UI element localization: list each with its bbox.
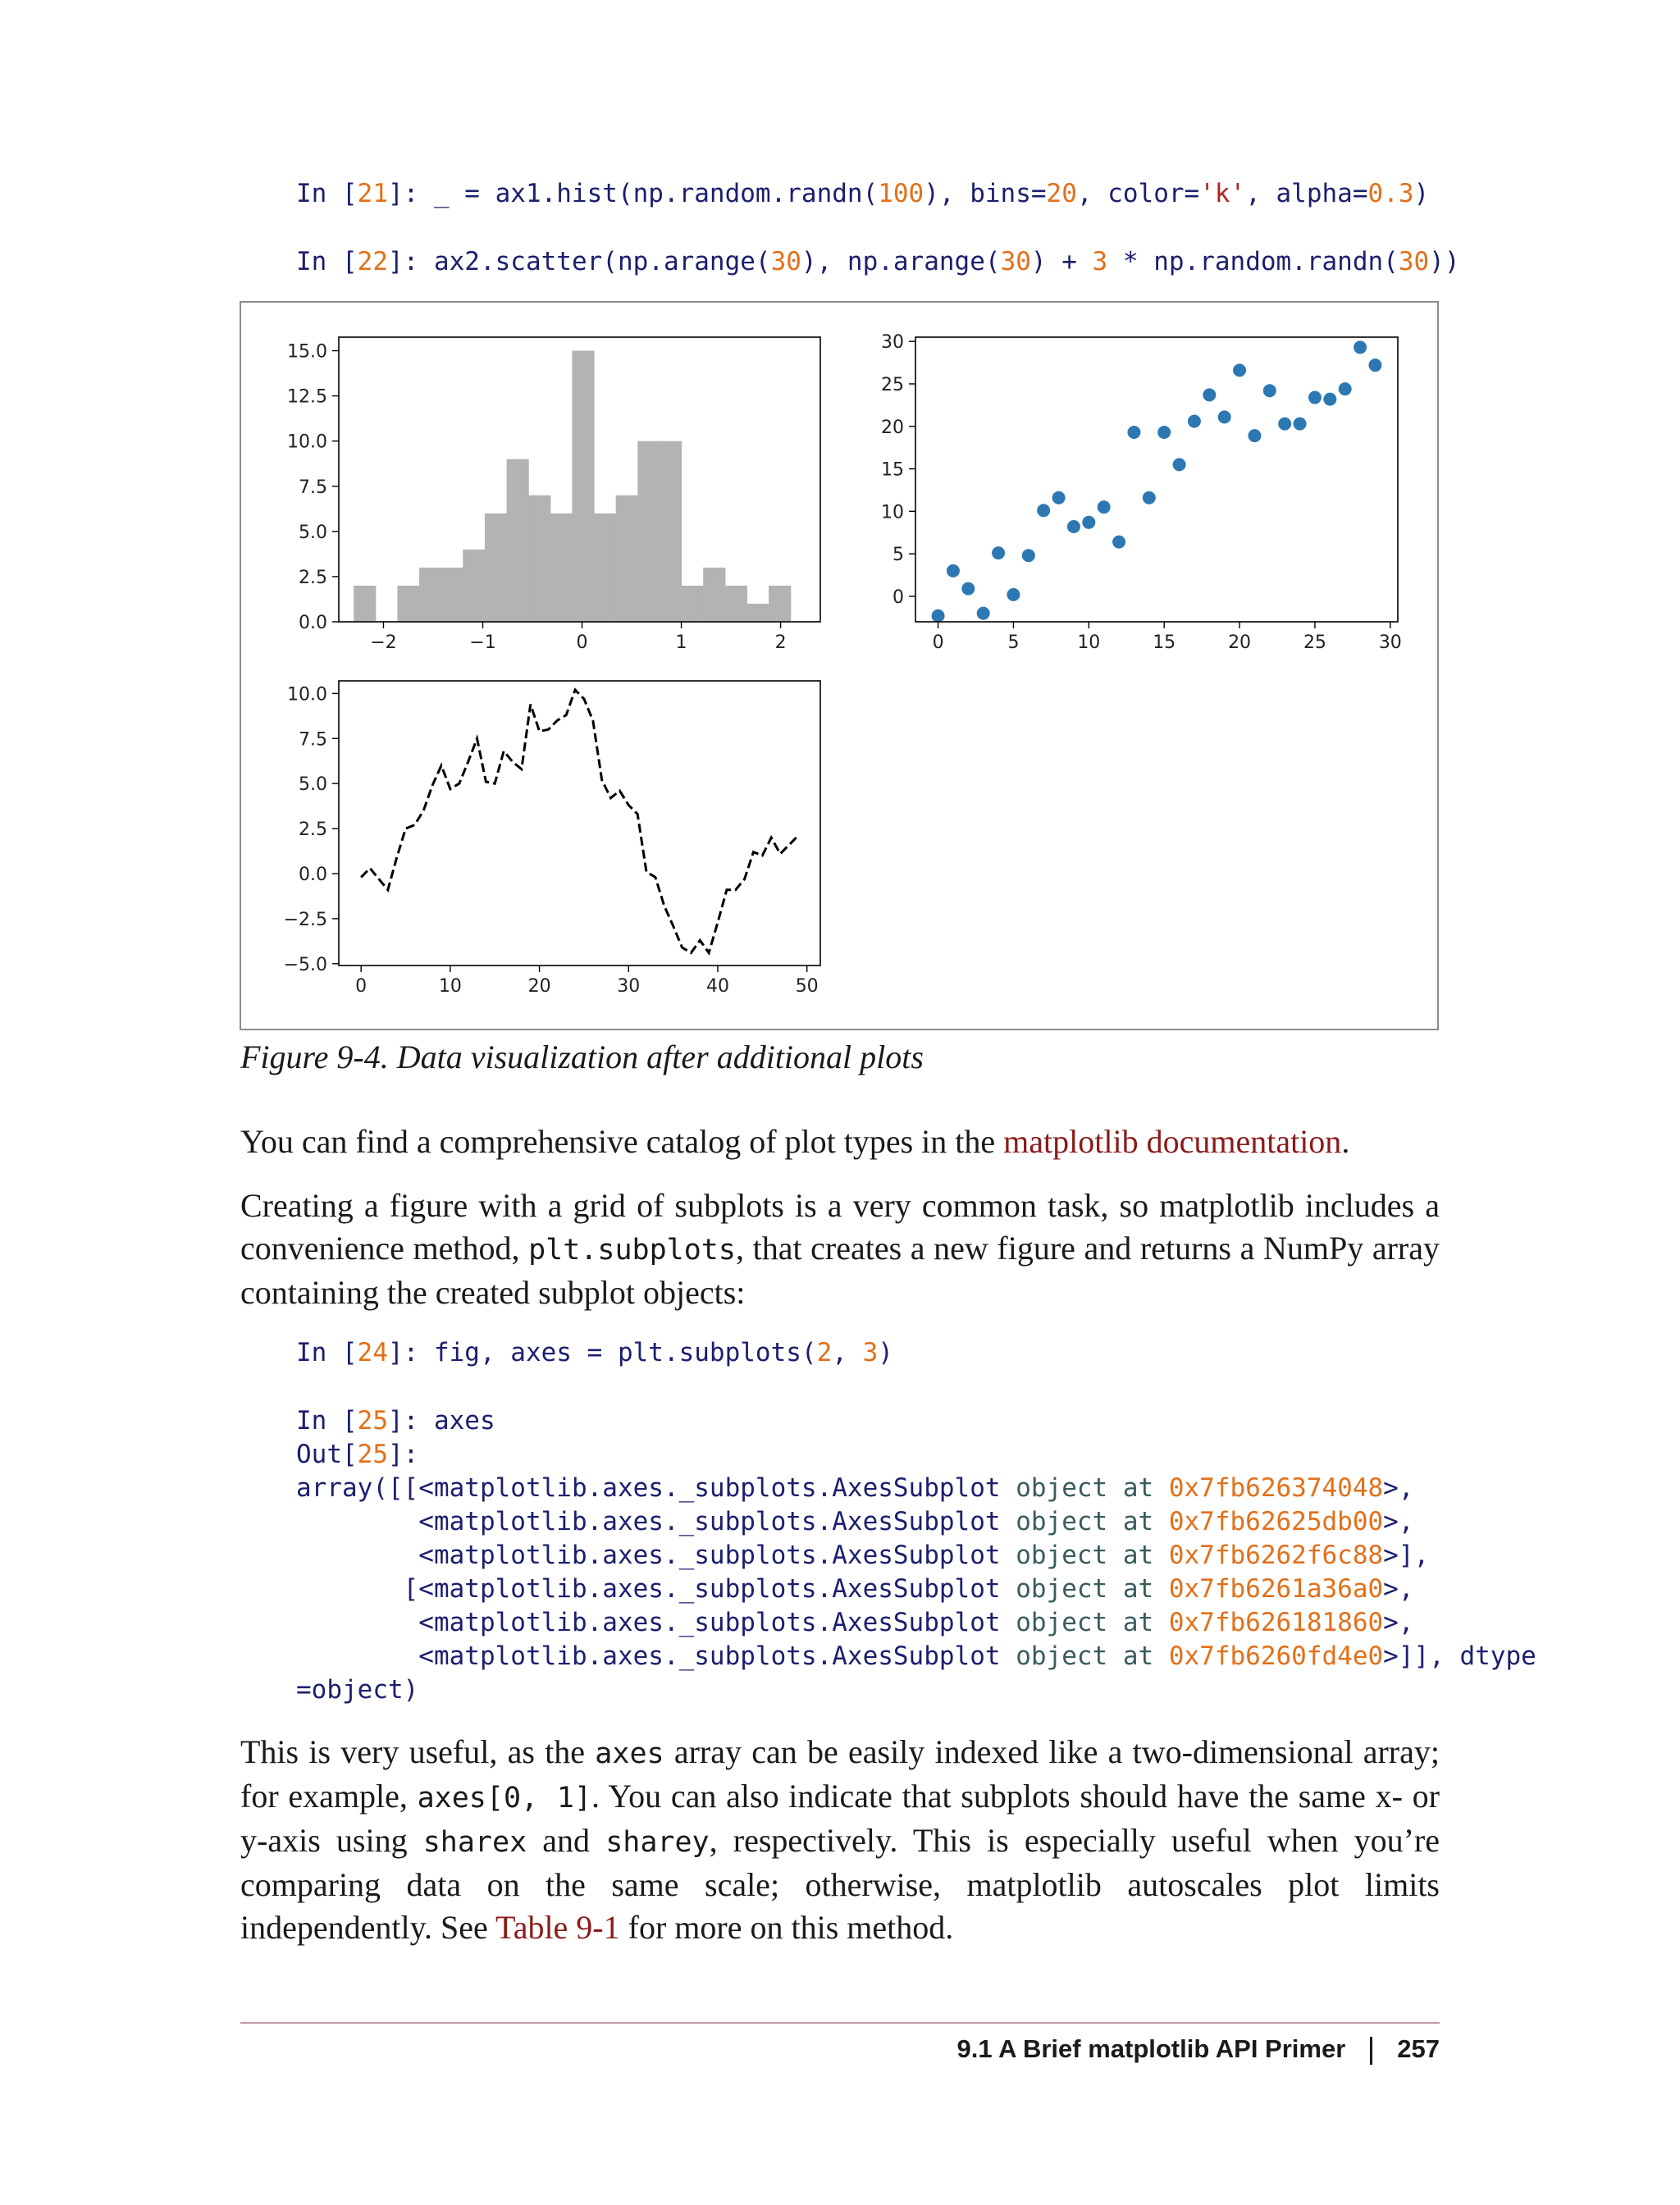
chart3-axes-frame	[339, 681, 820, 966]
chart2-scatter-point	[1082, 516, 1095, 529]
code-line-22: In [22]: ax2.scatter(np.arange(30), np.arange(30) + 3 * np.random.randn(30))	[296, 247, 1460, 276]
chart2-scatter-point	[1203, 388, 1216, 401]
chart2-scatter-point	[1218, 410, 1231, 423]
code-block-top	[296, 177, 1429, 211]
code-block-top-2	[296, 245, 1459, 279]
table-9-1-link[interactable]: Table 9-1	[495, 1909, 620, 1946]
chart2-scatter-point	[1067, 520, 1080, 533]
code-array-row: <matplotlib.axes._subplots.AxesSubplot object at 0x7fb626181860>,	[296, 1608, 1414, 1637]
code-out-25: Out[25]:	[296, 1440, 419, 1469]
chart1-hist-bar	[746, 604, 769, 622]
chart2-scatter-point	[1339, 382, 1352, 395]
code-array-row: <matplotlib.axes._subplots.AxesSubplot object at 0x7fb62625db00>,	[296, 1507, 1414, 1536]
page-number: 257	[1397, 2034, 1440, 2063]
chart1-y-tick-label: 12.5	[287, 386, 327, 408]
code-array-row: <matplotlib.axes._subplots.AxesSubplot object at 0x7fb6262f6c88>],	[296, 1541, 1430, 1570]
chart2-y-tick-label: 10	[881, 502, 904, 523]
matplotlib-documentation-link[interactable]: matplotlib documentation	[1003, 1123, 1342, 1160]
chart2-scatter-point	[961, 582, 975, 596]
chart2-y-tick-label: 15	[881, 459, 904, 481]
chart2-y-tick-label: 5	[892, 545, 904, 566]
chart3-dashed-line	[361, 690, 798, 953]
chart3-y-tick-label: −5.0	[283, 954, 327, 975]
inline-code-sharey: sharey	[605, 1826, 710, 1859]
chart2-scatter-point	[1294, 418, 1307, 431]
chart1-hist-bar	[682, 586, 704, 622]
chart1-hist-bar	[725, 586, 747, 622]
code-line-25: In [25]: axes	[296, 1406, 495, 1436]
page-footer	[957, 2034, 1440, 2065]
chart3-x-tick-label: 40	[705, 976, 729, 997]
chart2-scatter-point	[1127, 426, 1140, 439]
code-line-24: In [24]: fig, axes = plt.subplots(2, 3)	[296, 1338, 893, 1367]
chart2-scatter-point	[1263, 384, 1276, 397]
chart2-x-tick-label: 10	[1077, 632, 1101, 653]
chart2-scatter-point	[1278, 418, 1291, 431]
chart2-scatter-point	[1098, 500, 1111, 514]
paragraph-axes-indexing: This is very useful, as the axes array can be easily indexed like a two-dimensional array; for example, axes[0, 1]. You can also indicate that subplots should have the same x- or y-axis using sharex and sharey, respectively. This is especially useful when you’re comparing data on the same scale; otherwise, matplotlib autoscales plot limits independently. See Table 9-1 for more on this method.	[240, 1733, 1440, 1946]
chart3-y-tick-label: 5.0	[299, 774, 327, 796]
chart1-y-tick-label: 15.0	[287, 341, 327, 363]
chart1-hist-bar	[354, 586, 376, 622]
chart3-x-tick-label: 10	[438, 976, 462, 997]
code-block-subplots	[296, 1336, 893, 1370]
chart2-scatter-point	[1157, 426, 1171, 439]
chart1-hist-bar	[485, 514, 507, 622]
chart1-hist-bar	[660, 441, 682, 622]
chart2-scatter-point	[1052, 491, 1066, 504]
chart1-y-tick-label: 2.5	[299, 567, 327, 588]
paragraph-catalog: You can find a comprehensive catalog of plot types in the matplotlib documentation.	[240, 1123, 1350, 1160]
chart3-x-tick-label: 50	[795, 976, 819, 997]
chart2-scatter-point	[947, 564, 960, 578]
chart3-x-tick-label: 0	[355, 976, 368, 997]
chart2-scatter-point	[932, 609, 945, 623]
chart1-hist-bar	[616, 495, 638, 622]
chart2-scatter-point	[1112, 536, 1125, 549]
code-array-row: array([[<matplotlib.axes._subplots.AxesSubplot object at 0x7fb626374048>,	[296, 1473, 1414, 1503]
chart1-hist-bar	[572, 351, 594, 622]
chart1-hist-bar	[419, 568, 441, 622]
chart2-scatter-point	[1143, 491, 1156, 504]
chart3-x-tick-label: 20	[527, 976, 551, 997]
figure-9-4	[240, 301, 1439, 1030]
chart1-hist-bar	[397, 586, 419, 622]
chart3-y-tick-label: −2.5	[283, 909, 327, 930]
chart1-hist-bar	[441, 568, 463, 622]
chart2-axes-frame	[915, 337, 1398, 622]
chart2-scatter-point	[1037, 504, 1050, 517]
chart2-y-tick-label: 20	[881, 417, 904, 438]
code-array-end: =object)	[296, 1675, 419, 1705]
chart1-x-tick-label: 2	[774, 632, 787, 653]
chart1-hist-bar	[769, 586, 791, 622]
code-array-row: <matplotlib.axes._subplots.AxesSubplot object at 0x7fb6260fd4e0>]], dtype	[296, 1641, 1536, 1671]
chart3-y-tick-label: 2.5	[299, 819, 327, 841]
footer-separator	[1370, 2037, 1372, 2065]
chart2-scatter-point	[1007, 588, 1020, 601]
chart1-x-tick-label: −2	[370, 632, 397, 653]
chart3-y-tick-label: 7.5	[299, 729, 327, 751]
chart1-hist-bar	[550, 514, 573, 622]
chart2-y-tick-label: 25	[881, 374, 904, 395]
code-array-row: [<matplotlib.axes._subplots.AxesSubplot object at 0x7fb6261a36a0>,	[296, 1574, 1414, 1604]
chart3-x-tick-label: 30	[617, 976, 641, 997]
chart2-y-tick-label: 30	[881, 332, 904, 354]
inline-code-sharex: sharex	[422, 1826, 527, 1859]
chart2-y-tick-label: 0	[892, 587, 904, 608]
chart2-scatter-point	[1233, 363, 1246, 377]
chart1-y-tick-label: 10.0	[287, 431, 327, 453]
chart2-scatter-point	[1188, 415, 1201, 428]
chart2-x-tick-label: 30	[1378, 632, 1402, 653]
chart2-x-tick-label: 0	[932, 632, 944, 653]
chart3-y-tick-label: 0.0	[299, 864, 327, 885]
chart2-x-tick-label: 25	[1303, 632, 1326, 653]
chart2-x-tick-label: 20	[1228, 632, 1252, 653]
chart1-hist-bar	[637, 441, 660, 622]
code-block-axes-output	[296, 1404, 1536, 1707]
chart1-y-tick-label: 5.0	[299, 522, 327, 543]
chart2-scatter-point	[1354, 340, 1367, 354]
footer-section-title: 9.1 A Brief matplotlib API Primer	[956, 2034, 1346, 2063]
chart1-y-tick-label: 7.5	[299, 477, 327, 498]
figure-canvas	[241, 303, 1437, 1029]
chart2-scatter-point	[1248, 429, 1261, 442]
chart2-scatter-point	[992, 546, 1005, 559]
paragraph-subplots: Creating a figure with a grid of subplots is a very common task, so matplotlib includes a convenience method, plt.subplots, that creates a new figure and returns a NumPy array containing the created subplot objects:	[240, 1187, 1440, 1311]
chart1-x-tick-label: 0	[576, 632, 588, 653]
chart2-x-tick-label: 15	[1153, 632, 1176, 653]
chart2-scatter-point	[1308, 391, 1322, 404]
chart2-scatter-point	[1368, 358, 1381, 372]
chart2-scatter-point	[977, 607, 990, 620]
chart2-scatter-point	[1323, 393, 1336, 406]
inline-code-axes-index: axes[0, 1]	[417, 1782, 592, 1815]
chart1-x-tick-label: 1	[675, 632, 687, 653]
chart1-hist-bar	[463, 550, 485, 622]
chart2-scatter-point	[1022, 549, 1035, 562]
chart1-hist-bar	[703, 568, 725, 622]
chart1-hist-bar	[507, 459, 529, 622]
chart2-scatter-point	[1173, 458, 1186, 471]
chart1-hist-bar	[528, 495, 550, 622]
chart3-y-tick-label: 10.0	[287, 684, 327, 705]
footer-rule	[240, 2022, 1440, 2024]
figure-caption: Figure 9-4. Data visualization after additional plots	[240, 1039, 924, 1075]
code-line-21: In [21]: _ = ax1.hist(np.random.randn(100), bins=20, color='k', alpha=0.3)	[296, 179, 1430, 208]
inline-code-axes: axes	[595, 1737, 664, 1770]
chart2-x-tick-label: 5	[1007, 632, 1020, 653]
inline-code-plt-subplots: plt.subplots	[528, 1234, 736, 1267]
chart1-x-tick-label: −1	[469, 632, 496, 653]
chart1-y-tick-label: 0.0	[299, 613, 327, 633]
chart1-hist-bar	[594, 514, 616, 622]
